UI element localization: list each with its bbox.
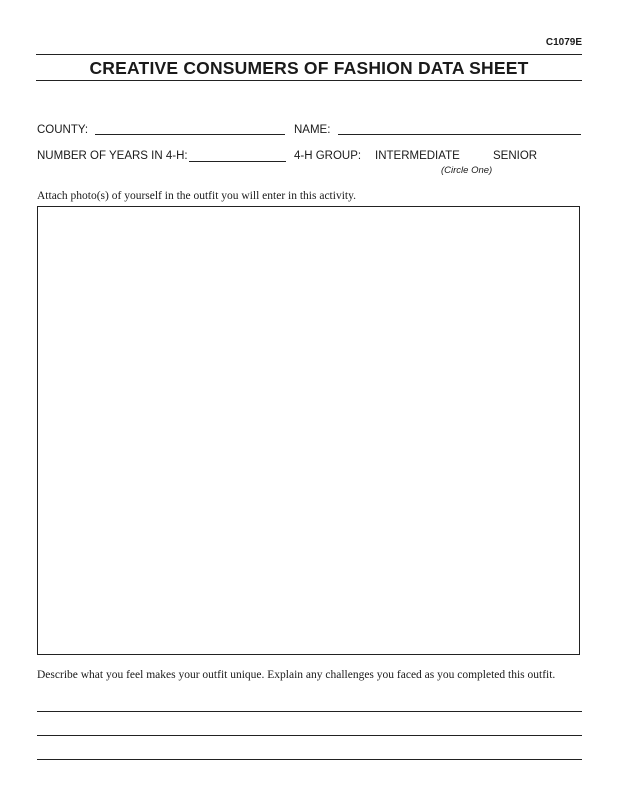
description-line[interactable] — [37, 711, 582, 712]
circle-one-note: (Circle One) — [441, 165, 493, 176]
header-bottom-rule — [36, 80, 582, 81]
photo-attachment-box[interactable] — [37, 206, 580, 655]
description-line[interactable] — [37, 735, 582, 736]
group-option-senior[interactable]: SENIOR — [493, 150, 538, 162]
years-label: NUMBER OF YEARS IN 4-H: — [37, 150, 188, 162]
group-label: 4-H GROUP: — [294, 150, 362, 162]
name-label: NAME: — [294, 124, 331, 136]
form-code: C1079E — [545, 37, 582, 48]
group-option-intermediate[interactable]: INTERMEDIATE — [375, 150, 460, 162]
description-line[interactable] — [37, 759, 582, 760]
county-field[interactable] — [95, 134, 285, 135]
description-prompt: Describe what you feel makes your outfit unique. Explain any challenges you faced as you completed this outfit. — [37, 669, 556, 681]
years-field[interactable] — [189, 161, 286, 162]
photo-instruction: Attach photo(s) of yourself in the outfit you will enter in this activity. — [37, 190, 356, 202]
county-label: COUNTY: — [37, 124, 89, 136]
page-title: CREATIVE CONSUMERS OF FASHION DATA SHEET — [89, 58, 529, 78]
name-field[interactable] — [338, 134, 581, 135]
header-top-rule — [36, 54, 582, 55]
